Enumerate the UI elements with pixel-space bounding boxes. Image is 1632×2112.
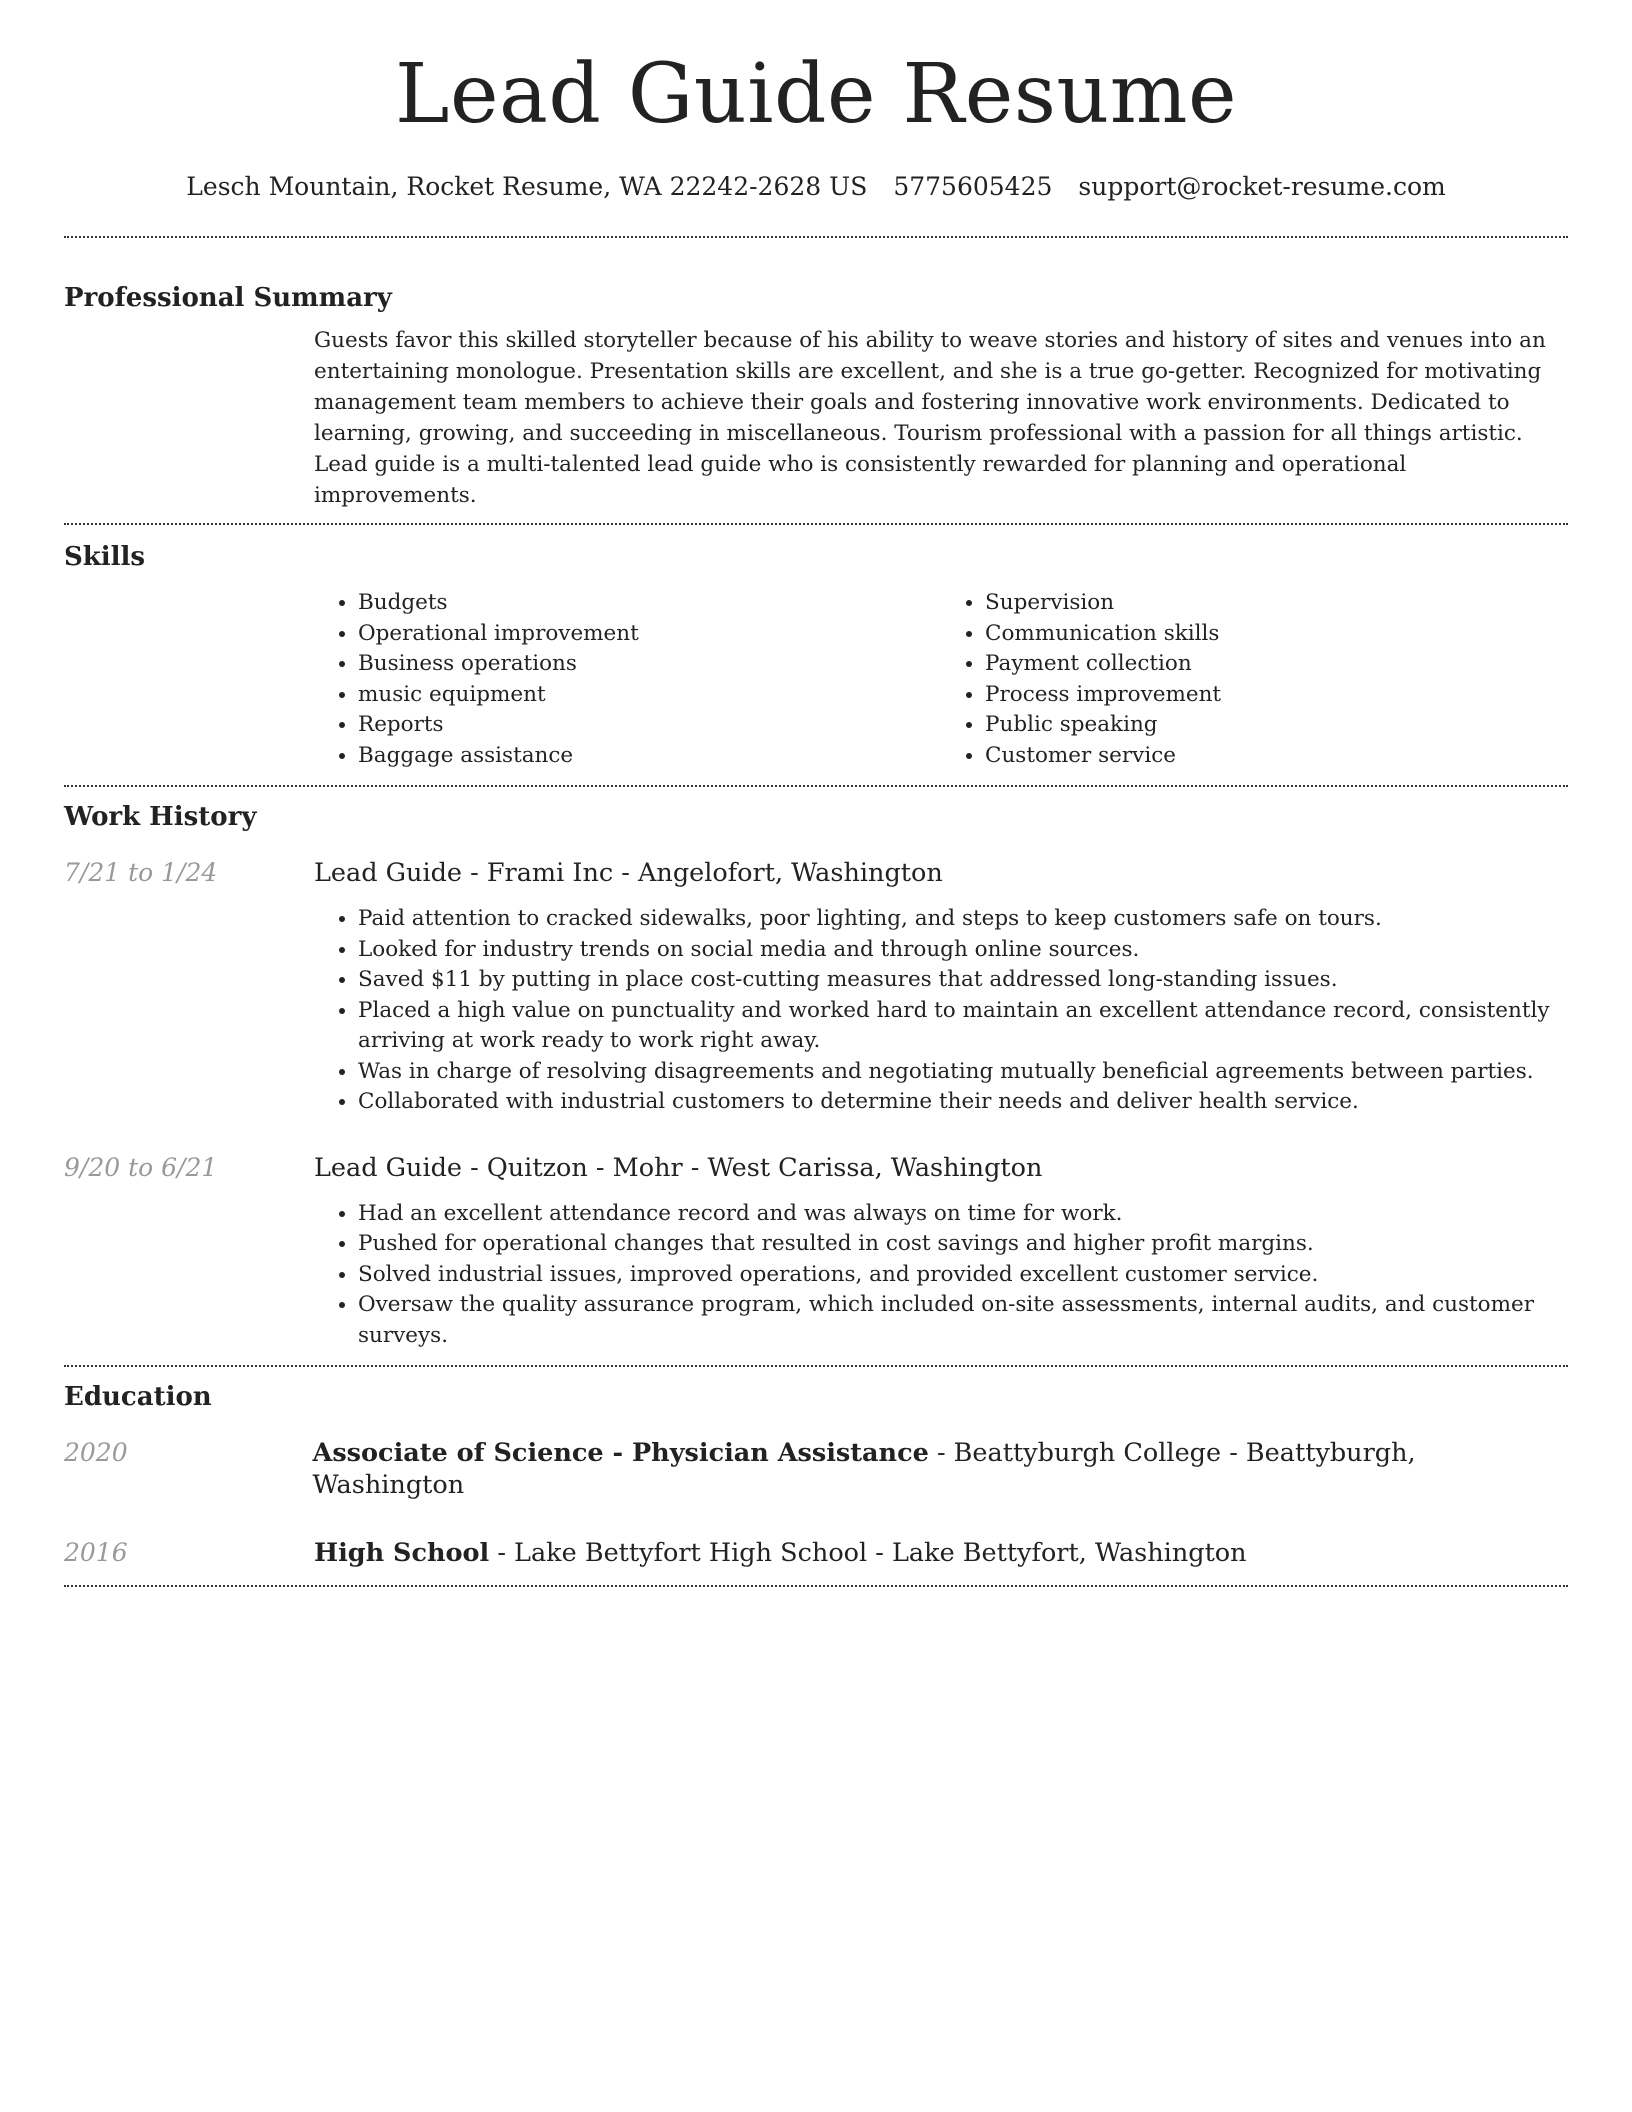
divider (64, 236, 1568, 238)
education-degree: High School (314, 1538, 490, 1568)
job-bullets (314, 904, 1568, 1118)
skill-item: • music equipment (358, 680, 941, 711)
job-title: Lead Guide - Frami Inc - Angelofort, Washington (314, 858, 943, 888)
contact-email[interactable]: support@rocket-resume.com (1078, 172, 1446, 201)
divider (64, 523, 1568, 525)
job-bullet: • Looked for industry trends on social media and through online sources. (358, 935, 1568, 966)
skills-list-left (314, 588, 941, 771)
job-bullet: • Collaborated with industrial customers to determine their needs and deliver health service. (358, 1087, 1568, 1118)
contact-line (64, 172, 1568, 202)
job-bullet: • Was in charge of resolving disagreements and negotiating mutually beneficial agreements between parties. (358, 1057, 1568, 1088)
job-bullet: • Paid attention to cracked sidewalks, poor lighting, and steps to keep customers safe on tours. (358, 904, 1568, 935)
resume-title: Lead Guide Resume (395, 47, 1237, 142)
education-school: - Lake Bettyfort High School - Lake Bettyfort, Washington (489, 1538, 1247, 1568)
divider (64, 1365, 1568, 1367)
skills-section (64, 541, 1568, 771)
summary-heading: Professional Summary (64, 283, 392, 313)
skill-item: • Public speaking (985, 710, 1568, 741)
education-title (314, 1537, 1247, 1569)
contact-phone: 5775605425 (893, 172, 1053, 201)
education-school: - Beattyburgh College - Beattyburgh, Washington (312, 1438, 1416, 1500)
skill-item: • Communication skills (985, 619, 1568, 650)
work-heading: Work History (64, 802, 257, 832)
job-bullet: • Pushed for operational changes that resulted in cost savings and higher profit margins. (358, 1229, 1568, 1260)
skills-list-right (941, 588, 1568, 771)
job-bullet: • Had an excellent attendance record and was always on time for work. (358, 1199, 1568, 1230)
job-dates: 7/21 to 1/24 (64, 858, 218, 887)
education-year: 2016 (64, 1538, 128, 1567)
job-entry (64, 1152, 1568, 1352)
skill-item: • Supervision (985, 588, 1568, 619)
skill-item: • Reports (358, 710, 941, 741)
education-heading: Education (64, 1382, 212, 1412)
summary-text: Guests favor this skilled storyteller because of his ability to weave stories and history of sites and venues into an entertaining monologue. Presentation skills are excellent, and she is a true go-getter. Recognized for motivating management team members to achieve their goals and fostering innovative work environments. Dedicated to learning, growing, and succeeding in miscellaneous. Tourism professional with a passion for all things artistic. Lead guide is a multi-talented lead guide who is consistently rewarded for planning and operational improvements. (314, 328, 1546, 508)
skill-item: • Baggage assistance (358, 741, 941, 772)
divider (64, 1585, 1568, 1587)
job-entry (64, 857, 1568, 1118)
education-entry (64, 1537, 1568, 1569)
job-bullet: • Placed a high value on punctuality and worked hard to maintain an excellent attendance record, consistently arriving at work ready to work right away. (358, 996, 1568, 1057)
job-bullets (314, 1199, 1568, 1352)
skill-item: • Payment collection (985, 649, 1568, 680)
skill-item: • Business operations (358, 649, 941, 680)
resume-page (64, 0, 1568, 1587)
education-degree: Associate of Science - Physician Assistance (312, 1438, 929, 1468)
skill-item: • Budgets (358, 588, 941, 619)
work-section (64, 801, 1568, 1351)
contact-address: Lesch Mountain, Rocket Resume, WA 22242-2628 US (186, 172, 868, 201)
education-title (313, 1437, 1568, 1501)
divider (64, 785, 1568, 787)
job-title: Lead Guide - Quitzon - Mohr - West Carissa, Washington (314, 1152, 1043, 1183)
job-bullet: • Saved $11 by putting in place cost-cutting measures that addressed long-standing issues. (358, 965, 1568, 996)
education-year: 2020 (64, 1438, 128, 1467)
skill-item: • Process improvement (985, 680, 1568, 711)
education-entry (64, 1437, 1568, 1501)
skill-item: • Operational improvement (358, 619, 941, 650)
summary-section (64, 282, 1568, 511)
job-dates: 9/20 to 6/21 (64, 1152, 218, 1182)
job-bullet: • Oversaw the quality assurance program, which included on-site assessments, internal audits, and customer surveys. (358, 1290, 1568, 1351)
education-section (64, 1381, 1568, 1569)
skills-heading: Skills (64, 542, 146, 572)
job-bullet: • Solved industrial issues, improved operations, and provided excellent customer service. (358, 1260, 1568, 1291)
skill-item: • Customer service (985, 741, 1568, 772)
